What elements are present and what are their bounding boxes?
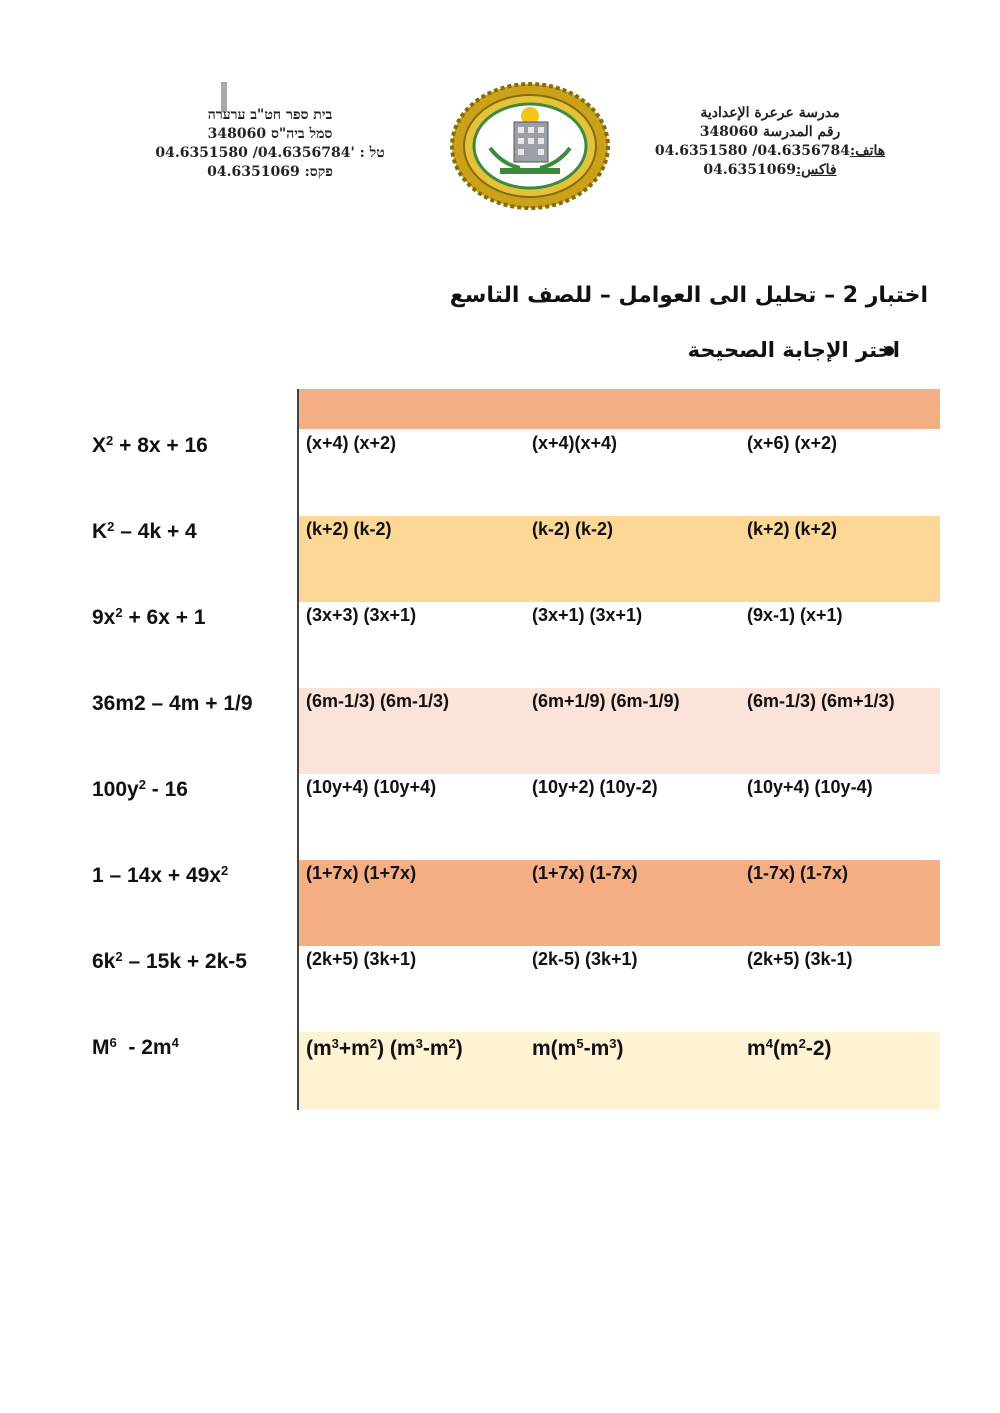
table-header-band (298, 389, 940, 429)
option-5-a[interactable]: (10y+4) (10y+4) (306, 777, 437, 797)
hebrew-school-header (110, 106, 430, 182)
question-5: $100y^2 - 16$ (92, 776, 188, 801)
arabic-school-header (640, 104, 900, 180)
question-3: $9x^2 + 6x + 1$ (92, 604, 206, 629)
option-6-c[interactable]: (1-7x) (1-7x) (747, 863, 849, 883)
option-3-b[interactable]: (3x+1) (3x+1) (532, 605, 643, 625)
question-1: $X^2 + 8x + 16$ (92, 432, 208, 457)
option-7-a[interactable]: (2k+5) (3k+1) (306, 949, 417, 969)
question-4: 36m2 – 4m + 1/9 (92, 692, 253, 715)
arabic-phone-value: 04.6356784/ 04.6351580 (654, 143, 850, 159)
option-8-c[interactable]: $m^4(m^2-2)$ (747, 1035, 832, 1060)
option-5-b[interactable]: (10y+2) (10y-2) (532, 777, 658, 797)
hebrew-school-code: סמל ביה"ס 348060 (207, 126, 333, 142)
question-7: $6k^2 - 15k + 2k-5$ (92, 948, 247, 973)
option-4-a[interactable]: (6m-1/3) (6m-1/3) (306, 691, 450, 711)
option-7-c[interactable]: (2k+5) (3k-1) (747, 949, 853, 969)
row-band-2 (298, 516, 940, 602)
option-5-c[interactable]: (10y+4) (10y-4) (747, 777, 873, 797)
question-8: $M^6 - 2m^4$ (92, 1034, 179, 1059)
option-1-a[interactable]: (x+4) (x+2) (306, 433, 397, 453)
arabic-phone-label: هاتف: (849, 143, 886, 159)
option-3-c[interactable]: (9x-1) (x+1) (747, 605, 843, 625)
arabic-phone (640, 142, 900, 161)
school-logo (450, 82, 610, 210)
option-2-a[interactable]: (k+2) (k-2) (306, 519, 392, 539)
option-1-c[interactable]: (x+6) (x+2) (747, 433, 838, 453)
arabic-fax (640, 161, 900, 180)
option-4-c[interactable]: (6m-1/3) (6m+1/3) (747, 691, 895, 711)
arabic-school-code: رقم المدرسة 348060 (699, 124, 841, 140)
hebrew-school-name: בית ספר חט"ב ערערה (207, 107, 333, 123)
hebrew-phone: טל : '04.6356784/ 04.6351580 (155, 145, 385, 161)
option-4-b[interactable]: (6m+1/9) (6m-1/9) (532, 691, 680, 711)
instruction: اختر الإجابة الصحيحة (687, 338, 900, 362)
option-8-a[interactable]: $(m^3+m^2)$ $(m^3-m^2)$ (306, 1035, 463, 1060)
option-8-b[interactable]: $m(m^5-m^3)$ (532, 1035, 624, 1060)
arabic-fax-label: فاكس: (795, 162, 837, 178)
question-2: $K^2 - 4k + 4$ (92, 518, 197, 543)
option-1-b[interactable]: (x+4)(x+4) (532, 433, 618, 453)
option-6-a[interactable]: (1+7x) (1+7x) (306, 863, 417, 883)
hebrew-fax: פקס: 04.6351069 (207, 164, 333, 180)
page-title: اختبار 2 – تحليل الى العوامل – للصف التاسع (449, 283, 928, 308)
option-6-b[interactable]: (1+7x) (1-7x) (532, 863, 638, 883)
option-2-c[interactable]: (k+2) (k+2) (747, 519, 838, 539)
question-6: $1 - 14x + 49x^2$ (92, 862, 229, 887)
arabic-fax-value: 04.6351069 (703, 162, 796, 178)
option-7-b[interactable]: (2k-5) (3k+1) (532, 949, 638, 969)
table-divider (297, 389, 299, 1110)
arabic-school-name: مدرسة عرعرة الإعدادية (700, 105, 840, 121)
option-3-a[interactable]: (3x+3) (3x+1) (306, 605, 417, 625)
option-2-b[interactable]: (k-2) (k-2) (532, 519, 614, 539)
